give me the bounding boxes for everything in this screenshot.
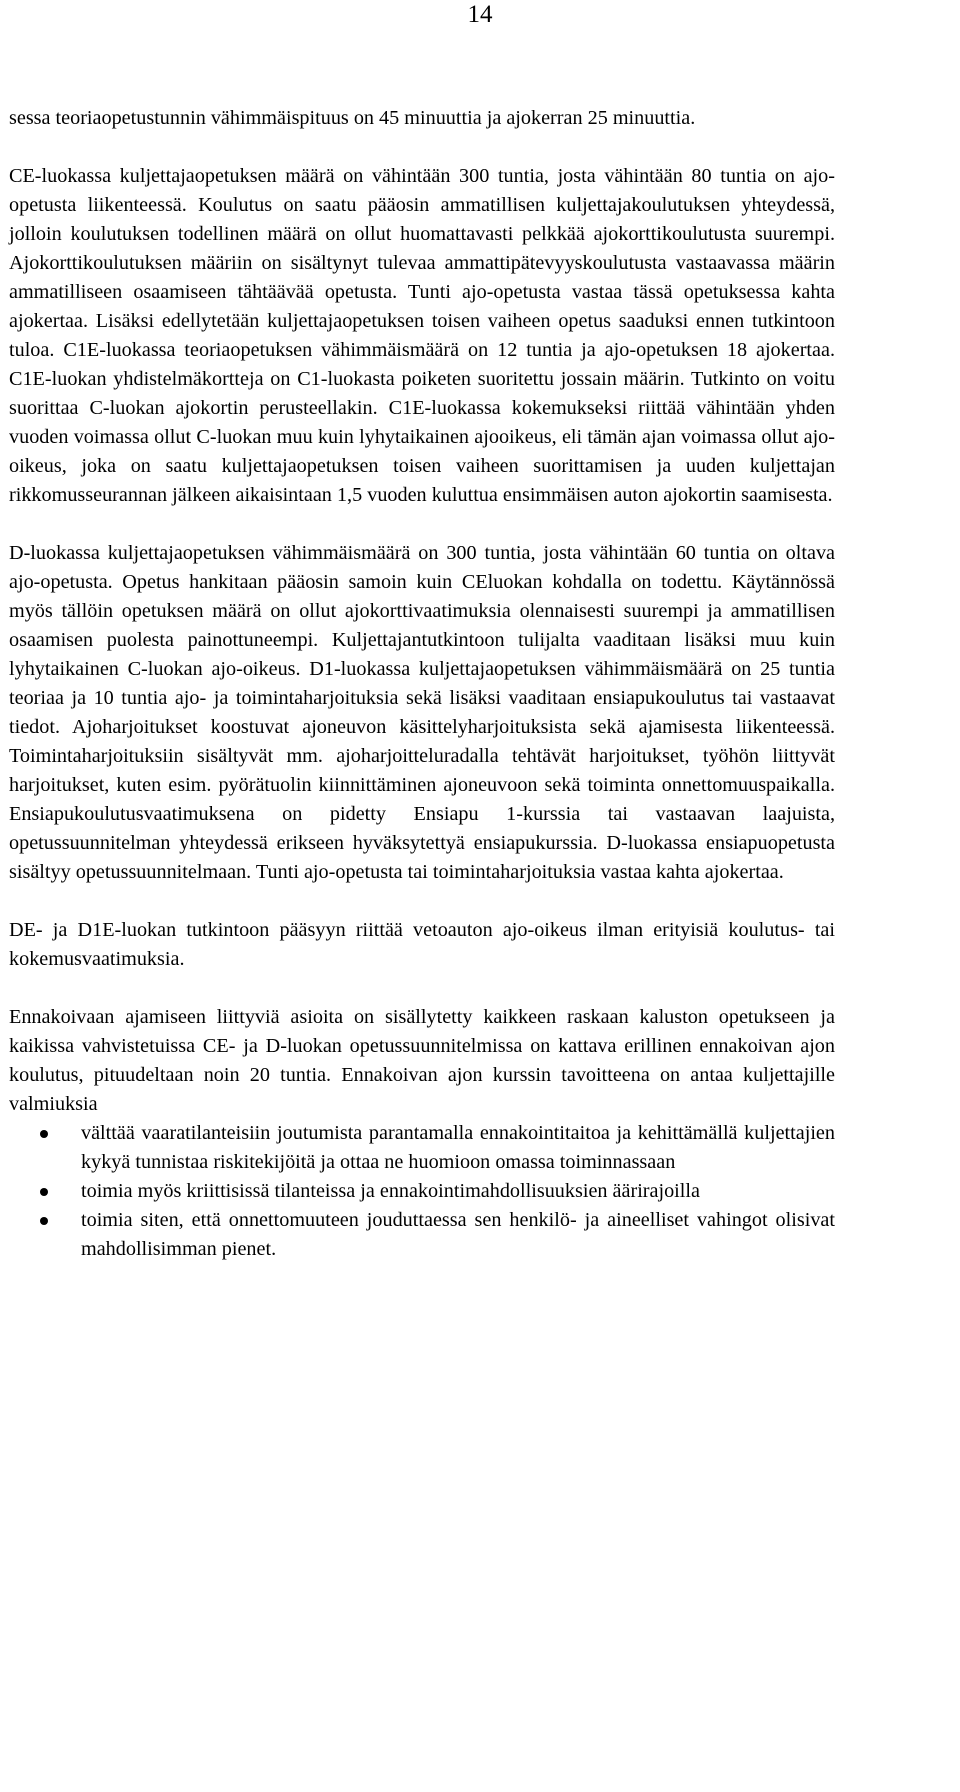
- list-item-text: toimia siten, että onnettomuuteen jouduttaessa sen henkilö- ja aineelliset vahingot olisivat mahdollisimman pienet.: [81, 1209, 835, 1260]
- paragraph: CE-luokassa kuljettajaopetuksen määrä on vähintään 300 tuntia, josta vähintään 80 tuntia on ajo-opetusta liikenteessä. Koulutus on saatu pääosin ammatillisen kuljettajakoulutuksen yhteydessä, jolloin koulutuksen todellinen määrä on ollut huomattavasti pelkkää ajokorttikoulutusta suurempi. Ajokorttikoulutuksen määriin on sisältynyt tulevaa ammattipätevyyskoulutusta vastaavassa määrin ammatilliseen osaamiseen tähtäävää opetusta. Tunti ajo-opetusta vastaa tässä opetuksessa kahta ajokertaa. Lisäksi edellytetään kuljettajaopetuksen toisen vaiheen opetus saaduksi ennen tutkintoon tuloa. C1E-luokassa teoriaopetuksen vähimmäismäärä on 12 tuntia ja ajo-opetuksen 18 ajokertaa. C1E-luokan yhdistelmäkortteja on C1-luokasta poiketen suoritettu jossain määrin. Tutkinto on voitu suorittaa C-luokan ajokortin perusteellakin. C1E-luokassa kokemukseksi riittää vähintään yhden vuoden voimassa ollut C-luokan muu kuin lyhytaikainen ajooikeus, eli tämän ajan voimassa ollut ajo-oikeus, joka on saatu kuljettajaopetuksen toisen vaiheen suorittamisen ja uuden kuljettajan rikkomusseurannan jälkeen aikaisintaan 1,5 vuoden kuluttua ensimmäisen auton ajokortin saamisesta.: [9, 165, 835, 506]
- list-item: [9, 1177, 835, 1206]
- list-item-text: välttää vaaratilanteisiin joutumista parantamalla ennakointitaitoa ja kehittämällä kuljettajien kykyä tunnistaa riskitekijöitä ja ottaa ne huomioon omassa toiminnassaan: [81, 1122, 835, 1173]
- bullet-icon: [40, 1130, 48, 1138]
- list-item: [9, 1206, 835, 1264]
- list-item: [9, 1119, 835, 1177]
- paragraph: D-luokassa kuljettajaopetuksen vähimmäismäärä on 300 tuntia, josta vähintään 60 tuntia on oltava ajo-opetusta. Opetus hankitaan pääosin samoin kuin CEluokan kohdalla on todettu. Käytännössä myös tällöin opetuksen määrä on ollut ajokorttivaatimuksia olennaisesti suurempi ja ammatillisen osaamisen puolesta painottuneempi. Kuljettajantutkintoon tulijalta vaaditaan lisäksi muu kuin lyhytaikainen C-luokan ajo-oikeus. D1-luokassa kuljettajaopetuksen vähimmäismäärä on 25 tuntia teoriaa ja 10 tuntia ajo- ja toimintaharjoituksia sekä lisäksi vaaditaan ensiapukoulutus tai vastaavat tiedot. Ajoharjoitukset koostuvat ajoneuvon käsittelyharjoituksista sekä ajamisesta liikenteessä. Toimintaharjoituksiin sisältyvät mm. ajoharjoitteluradalla tehtävät harjoitukset, työhön liittyvät harjoitukset, kuten esim. pyörätuolin kiinnittäminen ajoneuvoon sekä toiminta onnettomuuspaikalla. Ensiapukoulutusvaatimuksena on pidetty Ensiapu 1-kurssia tai vastaavan laajuista, opetussuunnitelman yhteydessä erikseen hyväksytettyä ensiapukurssia. D-luokassa ensiapuopetusta sisältyy opetussuunnitelmaan. Tunti ajo-opetusta tai toimintaharjoituksia vastaa kahta ajokertaa.: [9, 542, 835, 883]
- list-item-text: toimia myös kriittisissä tilanteissa ja ennakointimahdollisuuksien äärirajoilla: [81, 1180, 700, 1202]
- paragraph: Ennakoivaan ajamiseen liittyviä asioita on sisällytetty kaikkeen raskaan kaluston opetukseen ja kaikissa vahvistetuissa CE- ja D-luokan opetussuunnitelmissa on kattava erillinen ennakoivan ajon koulutus, pituudeltaan noin 20 tuntia. Ennakoivan ajon kurssin tavoitteena on antaa kuljettajille valmiuksia: [9, 1006, 835, 1115]
- bullet-icon: [40, 1188, 48, 1196]
- bullet-list: [9, 1119, 835, 1264]
- paragraph: sessa teoriaopetustunnin vähimmäispituus on 45 minuuttia ja ajokerran 25 minuuttia.: [9, 107, 696, 129]
- bullet-icon: [40, 1217, 48, 1225]
- paragraph: DE- ja D1E-luokan tutkintoon pääsyyn riittää vetoauton ajo-oikeus ilman erityisiä koulutus- tai kokemusvaatimuksia.: [9, 919, 835, 970]
- document-body: [9, 104, 835, 1264]
- page-number: 14: [467, 1, 493, 28]
